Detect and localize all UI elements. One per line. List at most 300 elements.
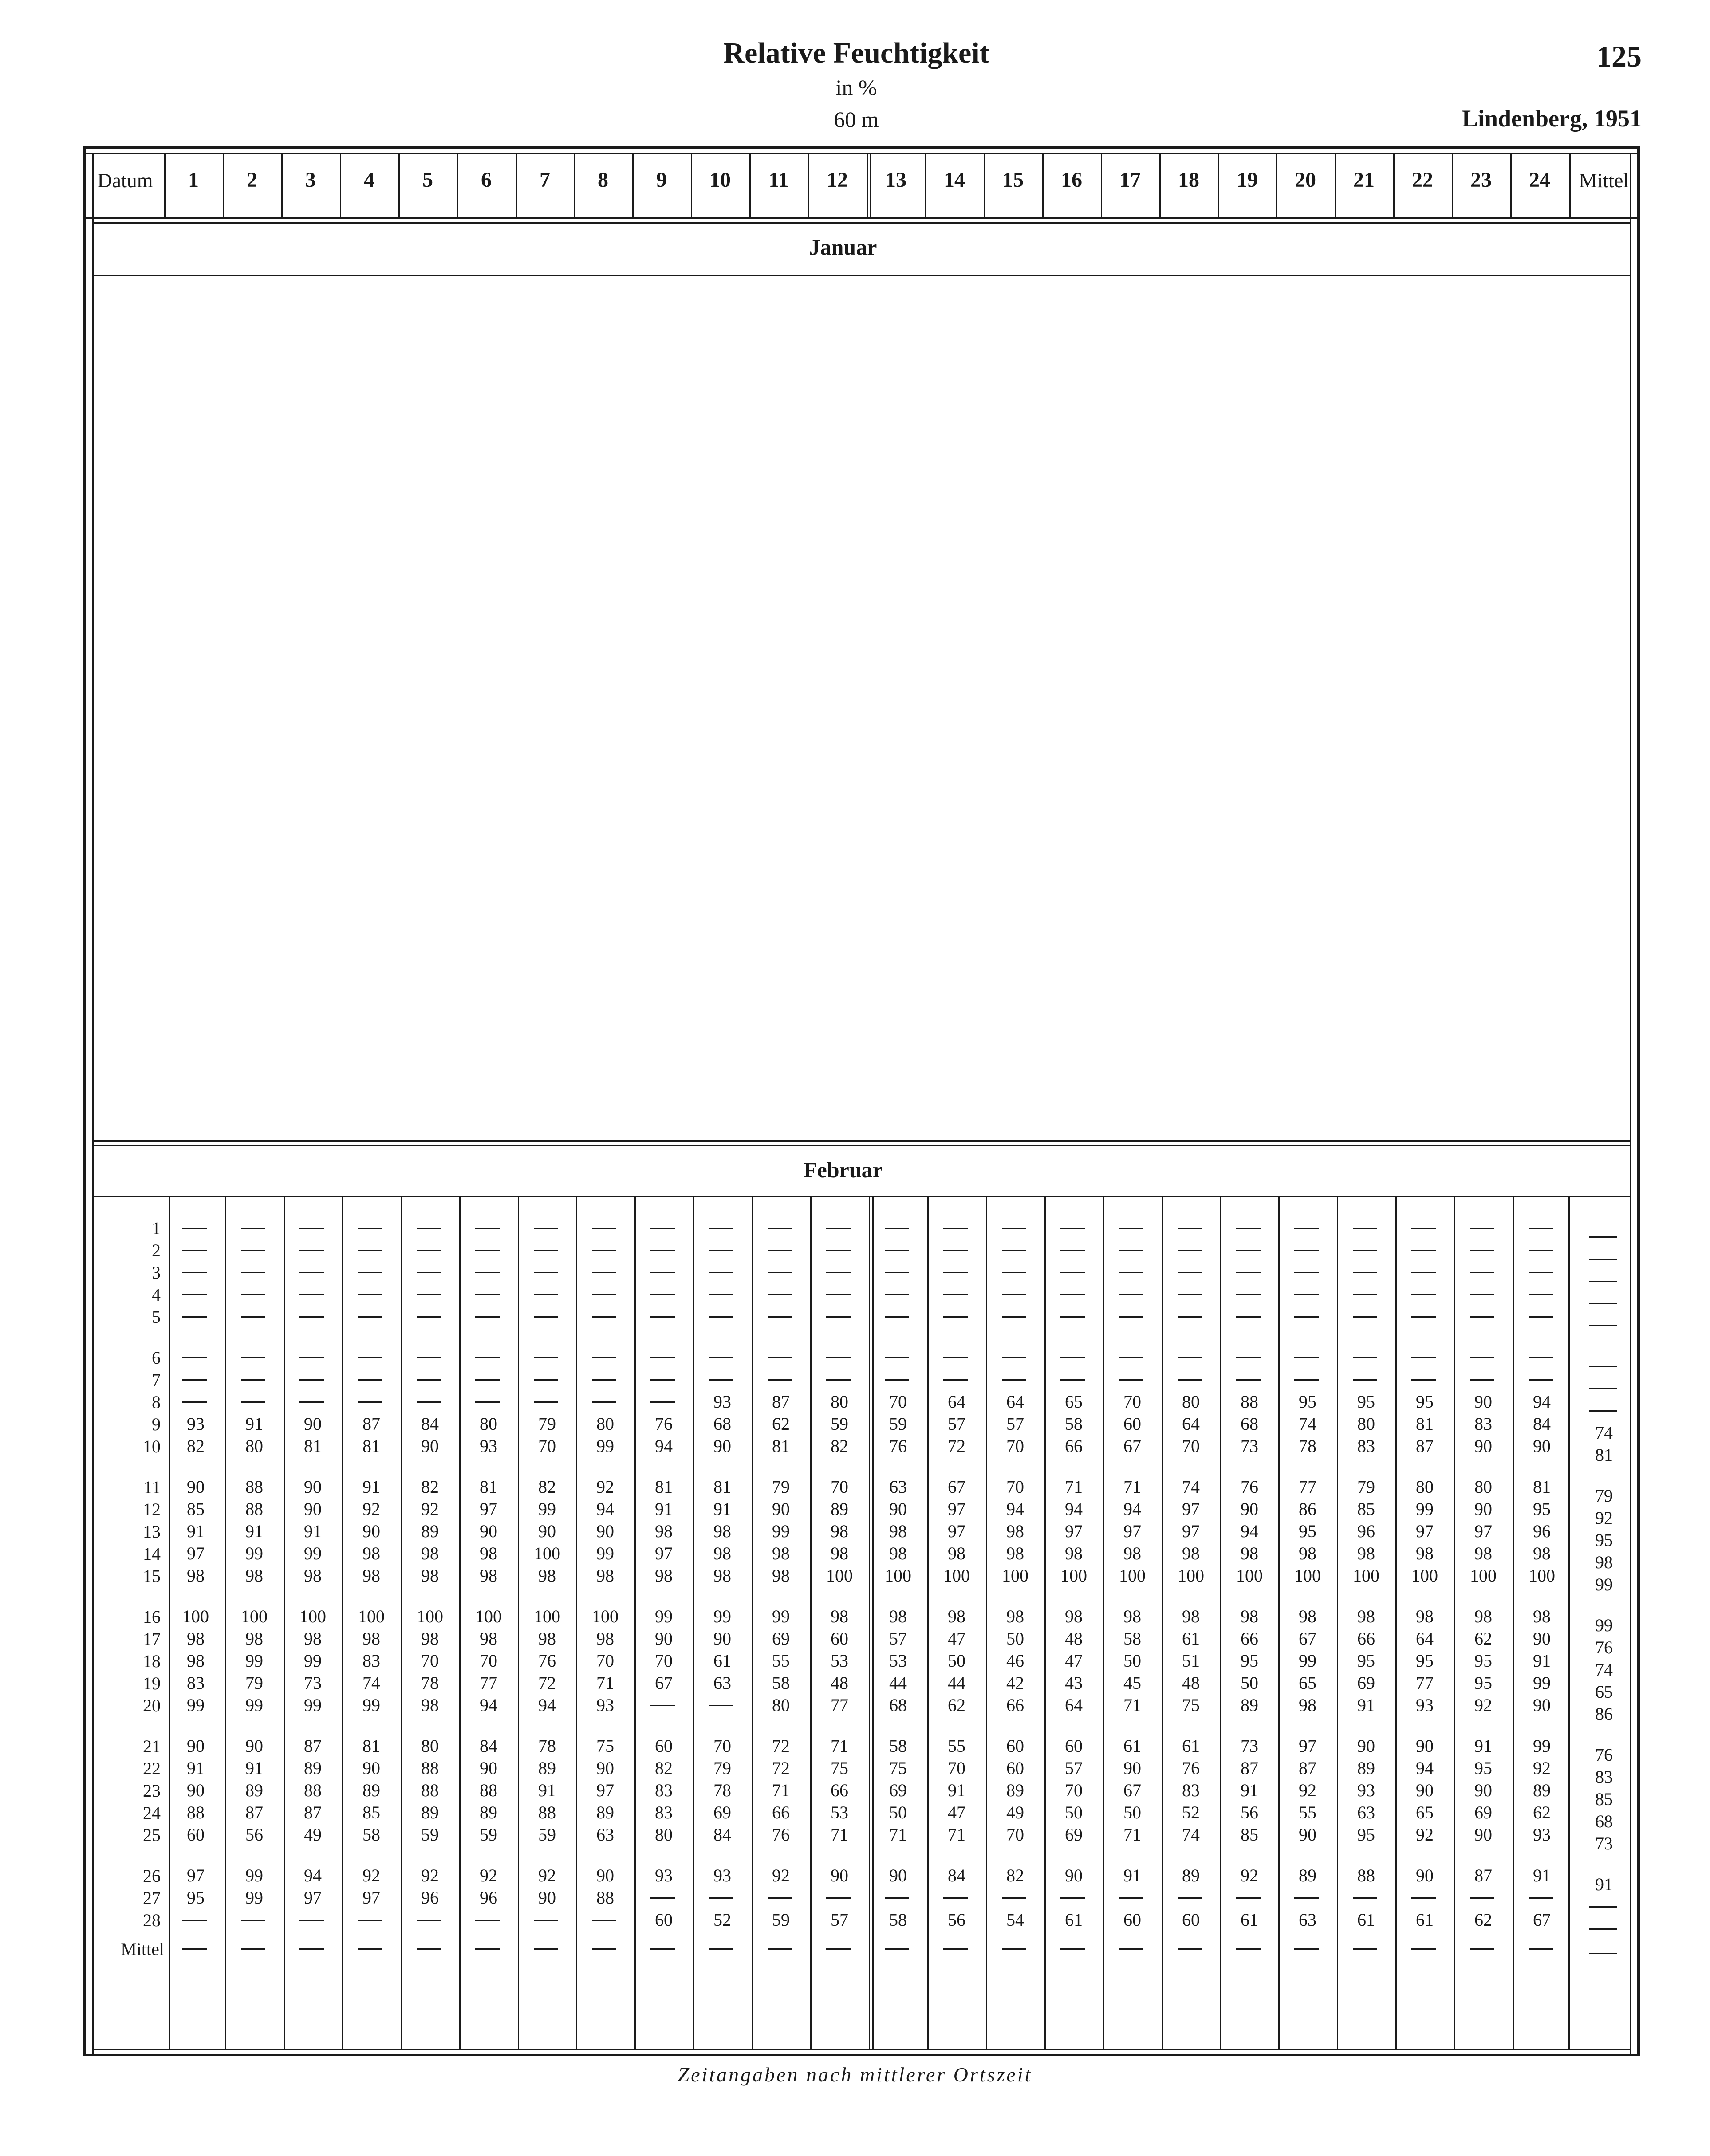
column-header-hour-19: 19 xyxy=(1237,168,1258,192)
row-mean-cell: 86 xyxy=(1595,1704,1613,1724)
table-cell: 96 xyxy=(1357,1521,1375,1541)
table-cell: 100 xyxy=(299,1606,326,1626)
table-cell: 90 xyxy=(1123,1758,1141,1778)
table-cell: 48 xyxy=(1065,1629,1083,1648)
table-cell: 91 xyxy=(362,1477,380,1497)
row-day-label: 14 xyxy=(143,1544,161,1564)
table-cell: 90 xyxy=(245,1736,263,1756)
table-cell xyxy=(299,1228,324,1229)
table-cell: 67 xyxy=(948,1477,965,1497)
table-cell: 90 xyxy=(304,1499,322,1519)
row-day-label: 13 xyxy=(143,1522,161,1542)
table-cell: 71 xyxy=(831,1825,848,1845)
table-cell: 83 xyxy=(362,1651,380,1671)
table-cell: 61 xyxy=(1357,1910,1375,1930)
table-cell: 60 xyxy=(1006,1736,1024,1756)
table-cell xyxy=(709,1316,733,1318)
table-cell: 98 xyxy=(245,1629,263,1648)
mean-row-cell xyxy=(943,1948,968,1950)
table-cell xyxy=(650,1272,675,1273)
table-cell: 61 xyxy=(1241,1910,1258,1930)
table-cell: 79 xyxy=(1357,1477,1375,1497)
column-header-hour-18: 18 xyxy=(1178,168,1199,192)
table-cell: 85 xyxy=(1241,1825,1258,1845)
table-cell: 91 xyxy=(245,1414,263,1434)
table-cell: 94 xyxy=(655,1436,673,1456)
table-cell: 99 xyxy=(304,1695,322,1715)
table-cell: 47 xyxy=(948,1629,965,1648)
table-cell: 95 xyxy=(187,1888,205,1908)
table-cell xyxy=(182,1316,207,1318)
table-cell: 98 xyxy=(655,1521,673,1541)
table-cell: 100 xyxy=(358,1606,385,1626)
table-cell: 92 xyxy=(1241,1865,1258,1885)
table-cell: 67 xyxy=(655,1673,673,1693)
table-cell xyxy=(885,1272,909,1273)
row-day-label: 9 xyxy=(152,1414,161,1434)
table-cell: 71 xyxy=(772,1780,790,1800)
table-cell xyxy=(299,1379,324,1381)
table-cell xyxy=(885,1379,909,1381)
table-cell: 98 xyxy=(187,1629,205,1648)
table-cell xyxy=(709,1294,733,1295)
table-cell: 47 xyxy=(1065,1651,1083,1671)
row-mean-cell xyxy=(1589,1366,1617,1367)
table-cell: 98 xyxy=(596,1629,614,1648)
table-cell xyxy=(534,1316,558,1318)
table-cell: 59 xyxy=(538,1825,556,1845)
table-cell: 82 xyxy=(421,1477,439,1497)
table-cell: 89 xyxy=(538,1758,556,1778)
table-cell: 50 xyxy=(1065,1802,1083,1822)
table-cell: 100 xyxy=(241,1606,268,1626)
month-title-februar: Februar xyxy=(804,1157,883,1182)
table-cell xyxy=(1529,1316,1553,1318)
table-cell xyxy=(1178,1379,1202,1381)
table-cell: 99 xyxy=(713,1606,731,1626)
table-cell: 46 xyxy=(1006,1651,1024,1671)
table-cell xyxy=(650,1294,675,1295)
table-cell xyxy=(475,1250,500,1251)
table-cell xyxy=(475,1228,500,1229)
table-cell: 92 xyxy=(1416,1825,1434,1845)
table-cell: 71 xyxy=(831,1736,848,1756)
table-cell xyxy=(1529,1250,1553,1251)
table-cell: 70 xyxy=(1182,1436,1200,1456)
table-cell: 89 xyxy=(421,1802,439,1822)
table-cell: 89 xyxy=(421,1521,439,1541)
table-cell: 90 xyxy=(889,1499,907,1519)
mean-row-cell xyxy=(1294,1948,1319,1950)
table-cell: 99 xyxy=(1416,1499,1434,1519)
table-cell: 90 xyxy=(187,1477,205,1497)
table-cell: 98 xyxy=(655,1566,673,1586)
row-day-label: 1 xyxy=(152,1218,161,1238)
table-cell xyxy=(1294,1250,1319,1251)
table-cell: 84 xyxy=(1533,1414,1551,1434)
table-cell: 100 xyxy=(1470,1566,1497,1586)
table-cell: 80 xyxy=(245,1436,263,1456)
table-cell: 99 xyxy=(304,1543,322,1563)
table-cell: 72 xyxy=(948,1436,965,1456)
table-cell: 80 xyxy=(596,1414,614,1434)
table-cell: 73 xyxy=(304,1673,322,1693)
table-cell: 72 xyxy=(538,1673,556,1693)
row-mean-cell xyxy=(1589,1325,1617,1326)
table-cell: 90 xyxy=(421,1436,439,1456)
table-cell: 95 xyxy=(1357,1392,1375,1412)
table-cell: 98 xyxy=(1006,1606,1024,1626)
table-cell: 90 xyxy=(480,1758,497,1778)
table-cell: 100 xyxy=(1353,1566,1379,1586)
row-mean-cell: 99 xyxy=(1595,1574,1613,1594)
table-cell: 57 xyxy=(1006,1414,1024,1434)
table-cell: 100 xyxy=(1002,1566,1028,1586)
table-cell: 77 xyxy=(480,1673,497,1693)
table-cell xyxy=(1236,1272,1261,1273)
table-cell: 99 xyxy=(772,1521,790,1541)
row-mean-cell: 68 xyxy=(1595,1811,1613,1831)
table-cell: 63 xyxy=(1299,1910,1316,1930)
row-mean-cell xyxy=(1589,1281,1617,1282)
table-cell: 60 xyxy=(187,1825,205,1845)
table-cell: 60 xyxy=(831,1629,848,1648)
table-cell: 93 xyxy=(1533,1825,1551,1845)
row-day-label: 5 xyxy=(152,1307,161,1327)
table-cell: 95 xyxy=(1416,1392,1434,1412)
table-cell xyxy=(534,1228,558,1229)
table-cell: 99 xyxy=(596,1436,614,1456)
row-day-label: 20 xyxy=(143,1696,161,1715)
row-mean-cell xyxy=(1589,1906,1617,1908)
table-cell: 77 xyxy=(1299,1477,1316,1497)
table-cell xyxy=(241,1294,265,1295)
table-cell xyxy=(1060,1228,1085,1229)
table-cell xyxy=(299,1250,324,1251)
table-cell xyxy=(826,1357,851,1358)
table-cell: 94 xyxy=(1416,1758,1434,1778)
table-cell xyxy=(768,1379,792,1381)
table-cell xyxy=(475,1401,500,1403)
table-cell: 62 xyxy=(1533,1802,1551,1822)
februar-band-bottom xyxy=(92,1196,1631,1197)
table-cell: 98 xyxy=(1533,1543,1551,1563)
row-day-label: 6 xyxy=(152,1348,161,1368)
februar-band-top xyxy=(92,1145,1631,1146)
table-cell: 98 xyxy=(1474,1543,1492,1563)
table-cell: 45 xyxy=(1123,1673,1141,1693)
table-cell: 100 xyxy=(1236,1566,1263,1586)
januar-band-bottom xyxy=(92,275,1631,276)
table-cell: 91 xyxy=(713,1499,731,1519)
table-cell: 80 xyxy=(480,1414,497,1434)
table-cell: 87 xyxy=(304,1802,322,1822)
table-cell: 83 xyxy=(655,1780,673,1800)
row-mean-cell: 85 xyxy=(1595,1789,1613,1809)
table-cell: 79 xyxy=(713,1758,731,1778)
table-cell: 90 xyxy=(1416,1780,1434,1800)
table-cell: 78 xyxy=(713,1780,731,1800)
table-cell: 85 xyxy=(1357,1499,1375,1519)
table-cell xyxy=(417,1228,441,1229)
table-cell: 80 xyxy=(1416,1477,1434,1497)
table-cell xyxy=(1060,1316,1085,1318)
table-cell: 64 xyxy=(1065,1695,1083,1715)
table-cell xyxy=(417,1357,441,1358)
table-cell: 94 xyxy=(596,1499,614,1519)
table-cell: 44 xyxy=(948,1673,965,1693)
table-cell: 49 xyxy=(304,1825,322,1845)
table-cell: 94 xyxy=(304,1865,322,1885)
table-cell xyxy=(826,1897,851,1899)
mean-row-cell xyxy=(475,1948,500,1950)
row-day-label: 19 xyxy=(143,1673,161,1693)
column-header-hour-9: 9 xyxy=(656,168,667,192)
table-cell xyxy=(650,1228,675,1229)
table-cell: 97 xyxy=(655,1543,673,1563)
table-cell: 94 xyxy=(1241,1521,1258,1541)
mean-row-cell xyxy=(1353,1948,1377,1950)
table-cell: 75 xyxy=(889,1758,907,1778)
table-cell xyxy=(299,1920,324,1921)
column-header-hour-23: 23 xyxy=(1470,168,1492,192)
table-cell: 97 xyxy=(1299,1736,1316,1756)
table-cell xyxy=(709,1357,733,1358)
table-cell: 66 xyxy=(1357,1629,1375,1648)
table-cell: 92 xyxy=(362,1865,380,1885)
table-cell: 97 xyxy=(948,1499,965,1519)
table-cell: 98 xyxy=(245,1566,263,1586)
table-cell xyxy=(1294,1272,1319,1273)
table-cell xyxy=(417,1401,441,1403)
table-cell: 83 xyxy=(655,1802,673,1822)
table-cell: 98 xyxy=(596,1566,614,1586)
table-cell: 70 xyxy=(538,1436,556,1456)
table-cell xyxy=(943,1250,968,1251)
table-cell: 91 xyxy=(245,1521,263,1541)
table-cell: 95 xyxy=(1241,1651,1258,1671)
table-cell xyxy=(885,1294,909,1295)
table-cell xyxy=(943,1272,968,1273)
table-cell xyxy=(417,1379,441,1381)
table-cell: 54 xyxy=(1006,1910,1024,1930)
table-cell: 92 xyxy=(596,1477,614,1497)
table-cell: 83 xyxy=(1357,1436,1375,1456)
table-cell xyxy=(534,1272,558,1273)
table-cell: 74 xyxy=(1299,1414,1316,1434)
table-cell xyxy=(1470,1897,1494,1899)
table-cell xyxy=(475,1316,500,1318)
row-day-label: 24 xyxy=(143,1803,161,1823)
table-cell: 91 xyxy=(1241,1780,1258,1800)
table-cell xyxy=(885,1316,909,1318)
table-cell: 99 xyxy=(245,1865,263,1885)
row-mean-cell: 83 xyxy=(1595,1767,1613,1787)
table-cell: 66 xyxy=(772,1802,790,1822)
table-cell xyxy=(650,1316,675,1318)
table-cell: 90 xyxy=(538,1521,556,1541)
table-cell: 91 xyxy=(948,1780,965,1800)
table-cell xyxy=(299,1294,324,1295)
table-cell: 50 xyxy=(948,1651,965,1671)
table-cell: 75 xyxy=(831,1758,848,1778)
table-cell: 82 xyxy=(187,1436,205,1456)
table-cell: 55 xyxy=(772,1651,790,1671)
table-cell xyxy=(1002,1228,1026,1229)
table-cell: 82 xyxy=(1006,1865,1024,1885)
table-cell: 64 xyxy=(1416,1629,1434,1648)
table-cell: 95 xyxy=(1299,1392,1316,1412)
table-cell: 90 xyxy=(187,1736,205,1756)
table-cell: 61 xyxy=(1065,1910,1083,1930)
table-cell: 70 xyxy=(655,1651,673,1671)
table-cell: 60 xyxy=(1123,1414,1141,1434)
table-cell xyxy=(1119,1357,1143,1358)
table-cell: 79 xyxy=(245,1673,263,1693)
table-cell xyxy=(1119,1897,1143,1899)
table-cell: 63 xyxy=(713,1673,731,1693)
row-mean-cell: 99 xyxy=(1595,1615,1613,1635)
table-cell: 57 xyxy=(831,1910,848,1930)
table-cell: 89 xyxy=(1182,1865,1200,1885)
table-cell: 83 xyxy=(1182,1780,1200,1800)
mean-row-cell xyxy=(1060,1948,1085,1950)
table-cell: 75 xyxy=(1182,1695,1200,1715)
table-cell: 98 xyxy=(1182,1543,1200,1563)
table-cell xyxy=(299,1357,324,1358)
table-cell: 69 xyxy=(772,1629,790,1648)
table-cell xyxy=(1236,1379,1261,1381)
table-cell: 99 xyxy=(655,1606,673,1626)
table-cell xyxy=(768,1228,792,1229)
table-cell: 98 xyxy=(1006,1521,1024,1541)
table-cell: 57 xyxy=(948,1414,965,1434)
row-mean-cell xyxy=(1589,1259,1617,1260)
table-cell: 98 xyxy=(831,1606,848,1626)
table-cell: 78 xyxy=(1299,1436,1316,1456)
table-cell: 50 xyxy=(1241,1673,1258,1693)
table-cell: 60 xyxy=(1123,1910,1141,1930)
header-row-bottom xyxy=(83,217,1640,219)
table-cell: 58 xyxy=(1123,1629,1141,1648)
column-header-hour-5: 5 xyxy=(422,168,433,192)
mean-row-label: Mittel xyxy=(121,1939,164,1959)
table-cell: 91 xyxy=(655,1499,673,1519)
table-cell: 88 xyxy=(304,1780,322,1800)
table-cell: 92 xyxy=(421,1499,439,1519)
table-cell: 42 xyxy=(1006,1673,1024,1693)
table-cell xyxy=(1411,1250,1436,1251)
table-cell xyxy=(709,1272,733,1273)
table-cell xyxy=(1119,1250,1143,1251)
table-cell xyxy=(1178,1316,1202,1318)
table-cell xyxy=(1236,1250,1261,1251)
table-cell xyxy=(1002,1250,1026,1251)
mean-row-cell xyxy=(1178,1948,1202,1950)
row-mean-cell: 74 xyxy=(1595,1660,1613,1680)
table-cell: 98 xyxy=(1241,1606,1258,1626)
row-day-label: 27 xyxy=(143,1888,161,1908)
table-cell: 98 xyxy=(1357,1543,1375,1563)
table-cell: 66 xyxy=(1065,1436,1083,1456)
table-cell xyxy=(1353,1294,1377,1295)
table-cell xyxy=(182,1272,207,1273)
table-cell: 81 xyxy=(480,1477,497,1497)
table-cell: 94 xyxy=(1123,1499,1141,1519)
table-cell xyxy=(592,1228,616,1229)
table-cell: 88 xyxy=(187,1802,205,1822)
table-cell: 84 xyxy=(421,1414,439,1434)
table-cell xyxy=(1529,1379,1553,1381)
table-cell: 78 xyxy=(421,1673,439,1693)
table-cell: 70 xyxy=(1123,1392,1141,1412)
table-cell xyxy=(943,1379,968,1381)
table-cell: 99 xyxy=(538,1499,556,1519)
table-cell xyxy=(534,1294,558,1295)
table-cell xyxy=(1294,1379,1319,1381)
table-cell: 97 xyxy=(1123,1521,1141,1541)
table-cell: 87 xyxy=(304,1736,322,1756)
table-cell: 84 xyxy=(713,1825,731,1845)
column-header-hour-1: 1 xyxy=(188,168,199,192)
table-cell: 70 xyxy=(1006,1436,1024,1456)
table-cell: 91 xyxy=(187,1758,205,1778)
table-cell: 61 xyxy=(1416,1910,1434,1930)
table-cell: 97 xyxy=(362,1888,380,1908)
table-cell: 100 xyxy=(826,1566,853,1586)
table-cell: 88 xyxy=(1357,1865,1375,1885)
table-cell: 79 xyxy=(538,1414,556,1434)
table-cell: 92 xyxy=(480,1865,497,1885)
table-top-border-inner xyxy=(83,153,1640,154)
table-cell: 80 xyxy=(421,1736,439,1756)
table-cell: 64 xyxy=(1006,1392,1024,1412)
table-cell xyxy=(358,1316,382,1318)
table-cell xyxy=(709,1250,733,1251)
table-cell: 90 xyxy=(1474,1499,1492,1519)
table-cell: 90 xyxy=(1241,1499,1258,1519)
table-cell: 98 xyxy=(1065,1543,1083,1563)
table-cell: 88 xyxy=(596,1888,614,1908)
table-cell xyxy=(885,1228,909,1229)
table-cell xyxy=(826,1272,851,1273)
table-cell: 85 xyxy=(362,1802,380,1822)
table-cell xyxy=(885,1357,909,1358)
table-cell: 60 xyxy=(1006,1758,1024,1778)
table-cell xyxy=(650,1379,675,1381)
table-cell: 97 xyxy=(948,1521,965,1541)
table-cell xyxy=(592,1379,616,1381)
table-cell: 81 xyxy=(304,1436,322,1456)
row-day-label: 11 xyxy=(143,1477,161,1497)
table-cell: 100 xyxy=(534,1606,560,1626)
column-header-hour-14: 14 xyxy=(944,168,965,192)
table-cell xyxy=(417,1272,441,1273)
table-cell: 43 xyxy=(1065,1673,1083,1693)
table-cell: 98 xyxy=(480,1543,497,1563)
table-cell xyxy=(241,1920,265,1921)
table-cell xyxy=(1470,1316,1494,1318)
table-cell xyxy=(768,1272,792,1273)
table-cell: 93 xyxy=(187,1414,205,1434)
table-cell: 98 xyxy=(1182,1606,1200,1626)
table-cell: 99 xyxy=(1533,1736,1551,1756)
table-cell xyxy=(1236,1316,1261,1318)
table-cell xyxy=(182,1357,207,1358)
table-cell xyxy=(1294,1897,1319,1899)
table-cell: 93 xyxy=(655,1865,673,1885)
table-cell: 89 xyxy=(480,1802,497,1822)
